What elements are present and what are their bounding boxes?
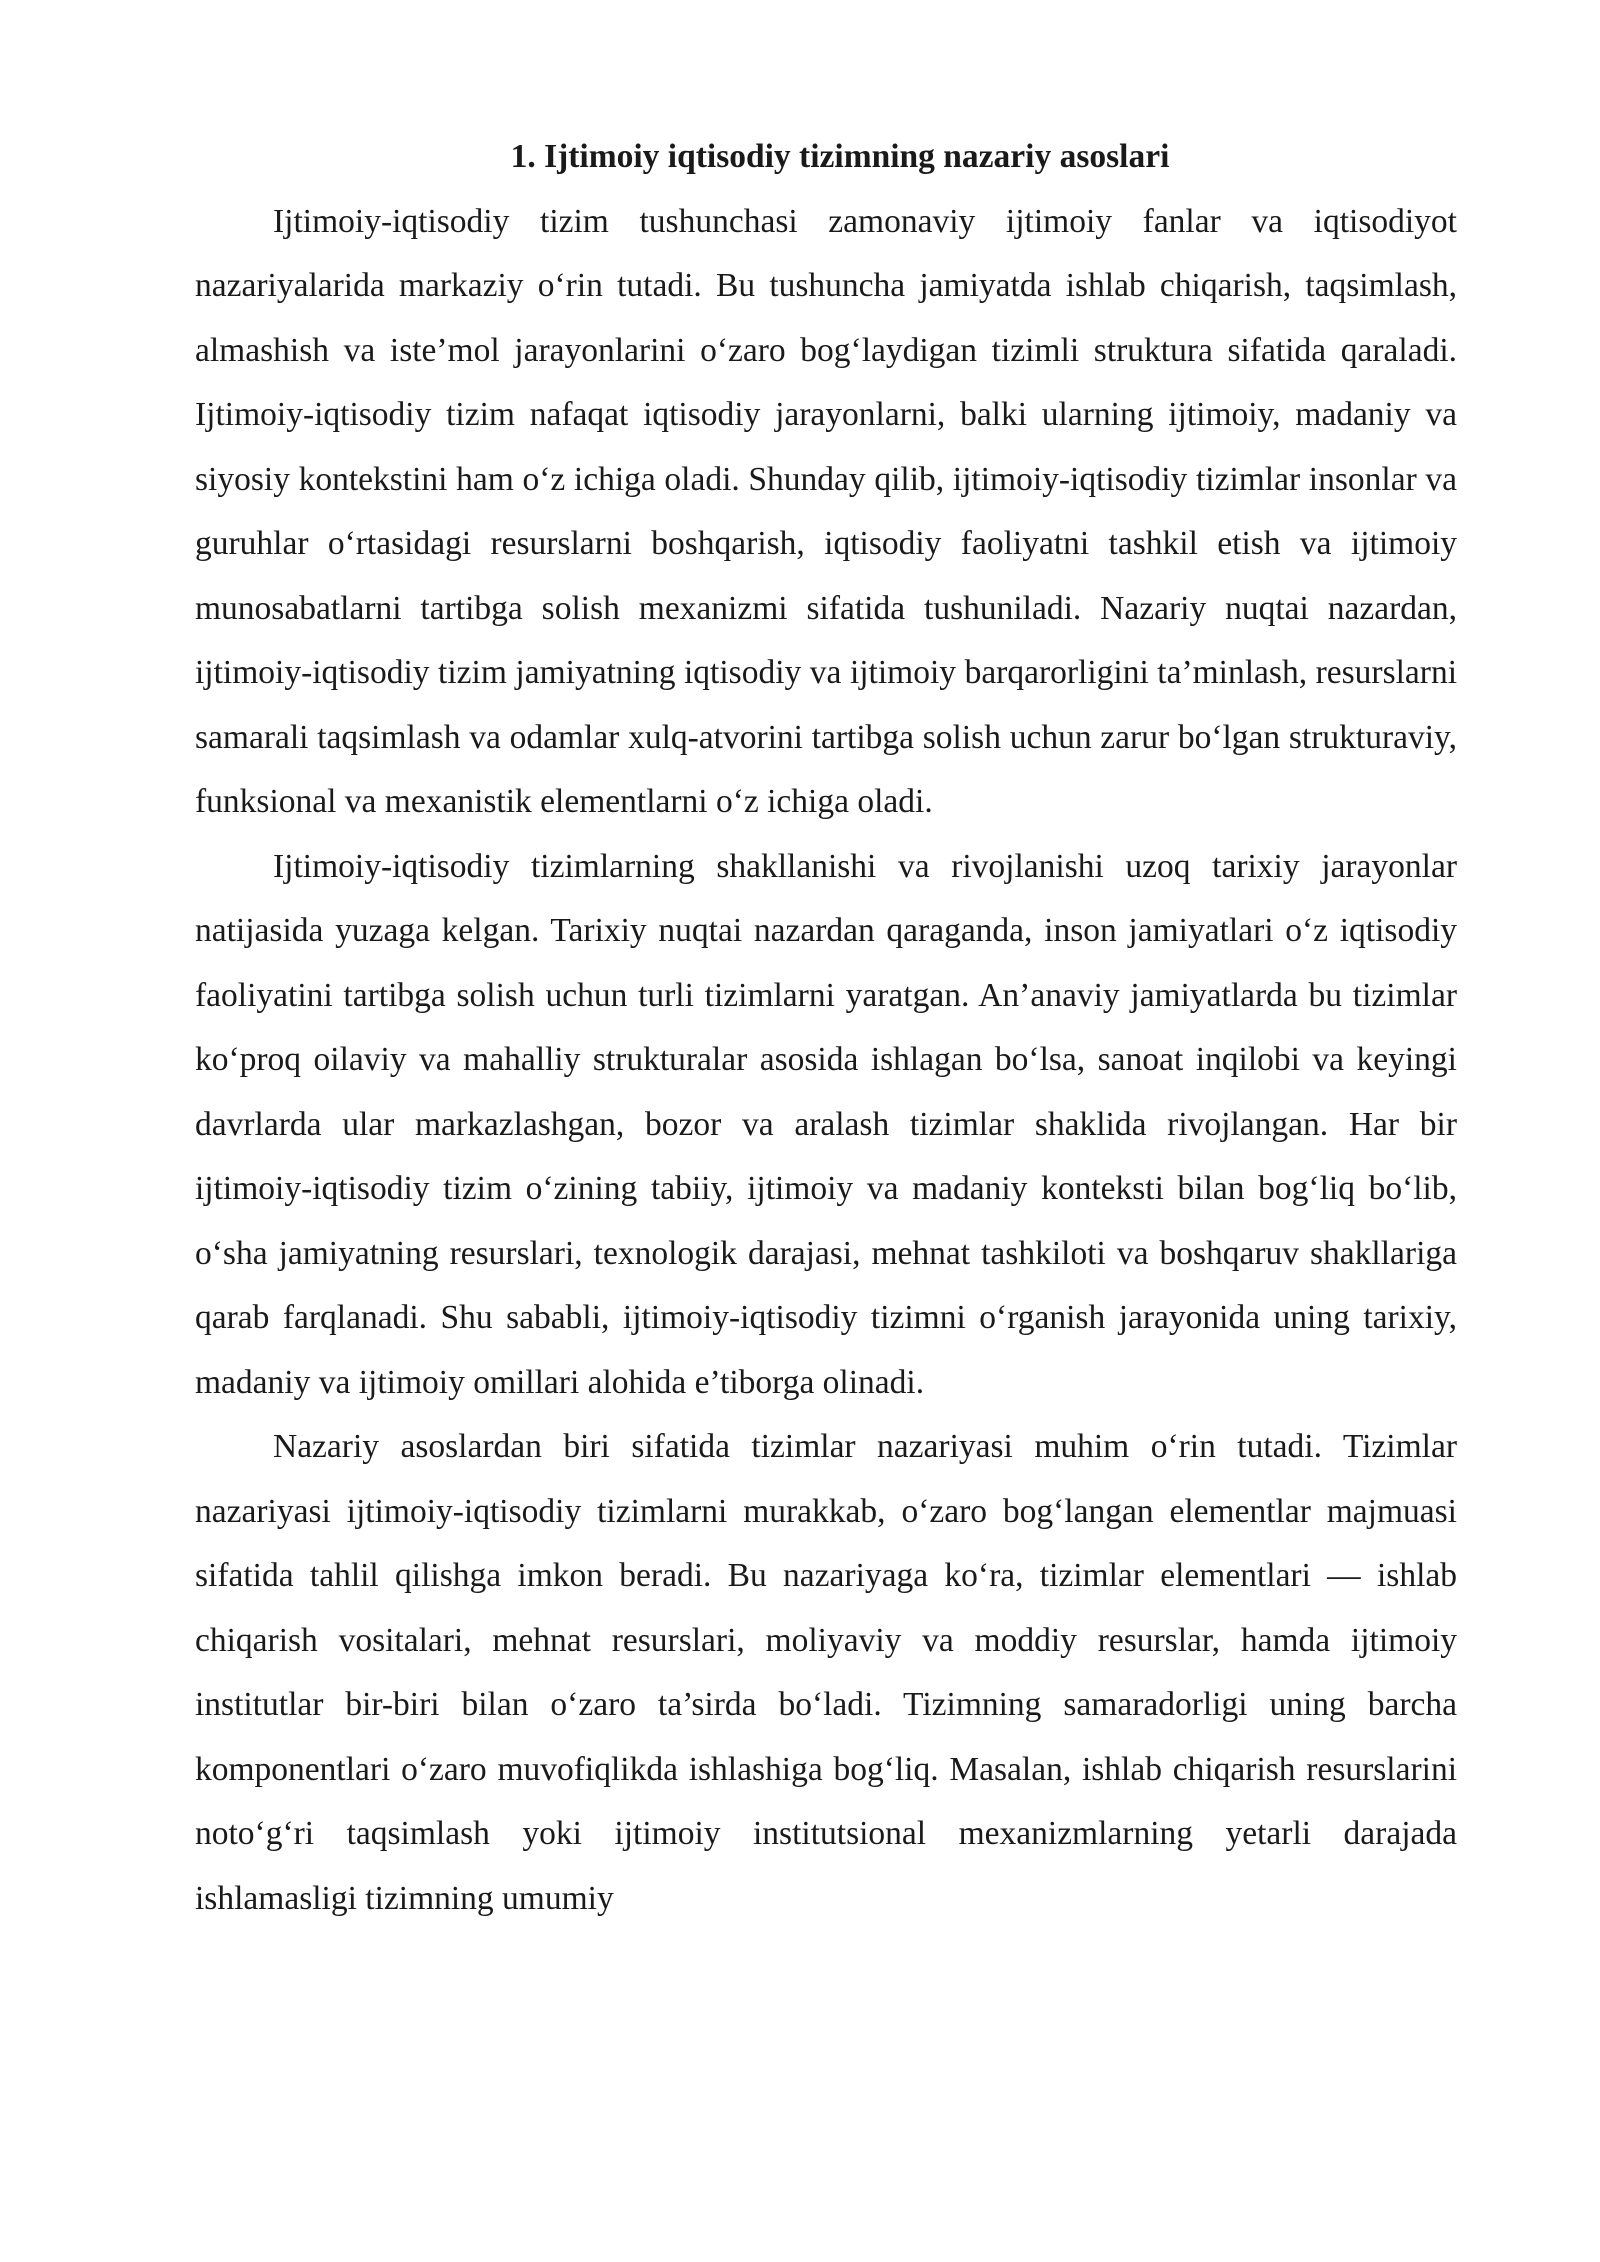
document-body: [195, 125, 1457, 1931]
paragraph-3: Nazariy asoslardan biri sifatida tizimlar nazariyasi muhim o‘rin tutadi. Tizimlar nazariyasi ijtimoiy-iqtisodiy tizimlarni murakkab, o‘zaro bog‘langan elementlar majmuasi sifatida tahlil qilishga imkon beradi. Bu nazariyaga ko‘ra, tizimlar elementlari — ishlab chiqarish vositalari, mehnat resurslari, moliyaviy va moddiy resurslar, hamda ijtimoiy institutlar bir-biri bilan o‘zaro ta’sirda bo‘ladi. Tizimning samaradorligi uning barcha komponentlari o‘zaro muvofiqlikda ishlashiga bog‘liq. Masalan, ishlab chiqarish resurslarini noto‘g‘ri taqsimlash yoki ijtimoiy institutsional mexanizmlarning yetarli darajada ishlamasligi tizimning umumiy: [195, 1428, 1457, 1917]
paragraph-2: Ijtimoiy-iqtisodiy tizimlarning shakllanishi va rivojlanishi uzoq tarixiy jarayonlar natijasida yuzaga kelgan. Tarixiy nuqtai nazardan qaraganda, inson jamiyatlari o‘z iqtisodiy faoliyatini tartibga solish uchun turli tizimlarni yaratgan. An’anaviy jamiyatlarda bu tizimlar ko‘proq oilaviy va mahalliy strukturalar asosida ishlagan bo‘lsa, sanoat inqilobi va keyingi davrlarda ular markazlashgan, bozor va aralash tizimlar shaklida rivojlangan. Har bir ijtimoiy-iqtisodiy tizim o‘zining tabiiy, ijtimoiy va madaniy konteksti bilan bog‘liq bo‘lib, o‘sha jamiyatning resurslari, texnologik darajasi, mehnat tashkiloti va boshqaruv shakllariga qarab farqlanadi. Shu sababli, ijtimoiy-iqtisodiy tizimni o‘rganish jarayonida uning tarixiy, madaniy va ijtimoiy omillari alohida e’tiborga olinadi.: [195, 847, 1457, 1401]
paragraph-1: Ijtimoiy-iqtisodiy tizim tushunchasi zamonaviy ijtimoiy fanlar va iqtisodiyot nazariyalarida markaziy o‘rin tutadi. Bu tushuncha jamiyatda ishlab chiqarish, taqsimlash, almashish va iste’mol jarayonlarini o‘zaro bog‘laydigan tizimli struktura sifatida qaraladi. Ijtimoiy-iqtisodiy tizim nafaqat iqtisodiy jarayonlarni, balki ularning ijtimoiy, madaniy va siyosiy kontekstini ham o‘z ichiga oladi. Shunday qilib, ijtimoiy-iqtisodiy tizimlar insonlar va guruhlar o‘rtasidagi resurslarni boshqarish, iqtisodiy faoliyatni tashkil etish va ijtimoiy munosabatlarni tartibga solish mexanizmi sifatida tushuniladi. Nazariy nuqtai nazardan, ijtimoiy-iqtisodiy tizim jamiyatning iqtisodiy va ijtimoiy barqarorligini ta’minlash, resurslarni samarali taqsimlash va odamlar xulq-atvorini tartibga solish uchun zarur bo‘lgan strukturaviy, funksional va mexanistik elementlarni o‘z ichiga oladi.: [195, 202, 1457, 820]
section-title: 1. Ijtimoiy iqtisodiy tizimning nazariy asoslari: [510, 138, 1170, 175]
